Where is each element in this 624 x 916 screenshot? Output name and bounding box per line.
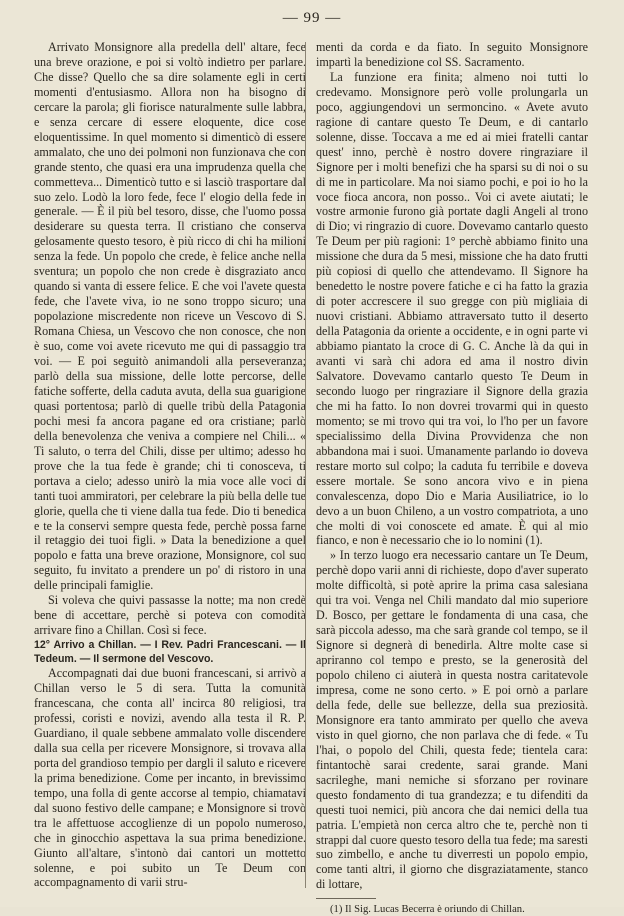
paragraph: Arrivato Monsignore alla predella dell' altare, fece una breve orazione, e poi si voltò indietro per parlare. Che disse? Quello che sa dire solamente egli in certi momenti d'entusiasmo. Allora non ha bisogno di cercare la parola; gli fiorisce naturalmente sulle labbra, e senza cercare di essere eloquente, dice cose eloquentissime. In quel momento si dimenticò di essere ammalato, che uno dei polmoni non funzionava che con grande stento, che quasi era una imprudenza quella che commetteva... Dimenticò tutto e si lasciò trasportare dal suo zelo. Lodò la loro fede, fece l' elogio della fede in generale. — È il più bel tesoro, disse, che l'uomo possa desiderare su questa terra. Il cristiano che conserva gelosamente questo tesoro, è più ricco di chi ha milioni senza la fede. Un popolo che crede, è felice anche nella sventura; un popolo che non crede è disgraziato anco quando si vanta di essere felice. E che voi l'avete questa fede, che l'avete viva, io ne sono troppo sicuro; una popolazione miscredente non riceve un Vescovo di S. Romana Chiesa, un Vescovo che non conosce, che non è suo, come voi avete ricevuto me qui di passaggio tra voi. — E poi seguitò animandoli alla perseveranza; parlò della sua missione, delle lotte percorse, delle fatiche sofferte, della caduta avuta, della sua guarigione quasi portentosa; parlò di quelle tribù della Patagonia pochi mesi fa ancora pagane ed ora cristiane; parlò della benevolenza che veniva a compiere nel Chili... « Ti saluto, o terra del Chili, disse per ultimo; adesso ho prove che la tua fede è grande; chi ti conosceva, ti portava a cielo; adesso unirò la mia voce alle voci di tanti tuoi ammiratori, per celebrare la più bella delle tue glorie, quella che ti viene dalla tua fede. Dio ti benedica e te la conservi sempre questa fede, perchè possa farne il retaggio dei tuoi figli. » Data la benedizione a quel popolo e fatta una breve orazione, Monsignore, col suo seguito, fu invitato a prendere un po' di ristoro in una delle principali famiglie. <box>34 40 306 593</box>
paragraph: Accompagnati dai due buoni francescani, si arrivò a Chillan verso le 5 di sera. Tutta la comunità francescana, che conta all' incirca 80 religiosi, tra professi, coristi e novizi, avendo alla testa il R. P. Guardiano, il quale sebbene ammalato volle discendere dalla sua cella per ricevere Monsignore, si trovava alla porta del grandioso tempio per dargli il saluto e ricevere la prima benedizione. Come per incanto, in brevissimo tempo, una folla di gente accorse al tempio, chiamatavi dal suono festivo delle campane; e Monsignore si trovò tra le affettuose accoglienze di un popolo numeroso, che in ginocchio aspettava la sua prima benedizione. Giunto all'altare, s'intonò dai cantori un mottetto solenne, e poi subito un Te Deum con accompagnamento di varii stru- <box>34 666 306 890</box>
footnote-divider <box>316 898 376 899</box>
paragraph: Si voleva che quivi passasse la notte; ma non credè bene di accettare, perchè si poteva con comodità arrivare fino a Chillan. Così si fece. <box>34 593 306 638</box>
left-column <box>34 40 306 890</box>
paragraph: » In terzo luogo era necessario cantare un Te Deum, perchè dopo varii anni di richieste, dopo d'aver superato molte difficoltà, si potè aprire la prima casa salesiana qui tra voi. Venga nel Chili mandato dal mio superiore D. Bosco, per gettare le fondamenta di una casa, che sarà piccola adesso, ma che sarà grande col tempo, se il Signore si degnerà di benedirla. Altre molte case si apriranno col tempo e presto, se la generosità del popolo chileno ci aiuterà in questa nostra caritatevole impresa, come ne sono certo. » E poi ornò a parlare della fede, delle sue bellezze, della sua preziosità. Monsignore era tanto ammirato per quello che aveva visto in quel giorno, che non parlava che di fede. « Tu l'hai, o popolo del Chili, questa fede; tientela cara: fintantochè sarai credente, sarai grande. Mani sacrileghe, mani nemiche si sforzano per rovinare questo fondamento di tua grandezza; e tu difenditi da questi tuoi nemici, più ancora che dai nemici della tua patria. L'empietà non cerca altro che te, perchè non ti strappi dal cuore questo tesoro della tua fede; ma saresti suo zimbello, e anche tu diverresti un popolo empio, come tanti altri, il giorno che disgraziatamente, stanco di lottare, <box>316 548 588 892</box>
paragraph: menti da corda e da fiato. In seguito Monsignore impartì la benedizione col SS. Sacramento. <box>316 40 588 69</box>
section-heading: 12° Arrivo a Chillan. — I Rev. Padri Francescani. — Il Tedeum. — Il sermone del Vescovo. <box>34 639 306 666</box>
page-number: — 99 — <box>282 10 342 26</box>
column-divider <box>305 42 306 888</box>
footnote: (1) Il Sig. Lucas Becerra è oriundo di Chillan. <box>330 904 525 916</box>
paragraph: La funzione era finita; almeno noi tutti lo credevamo. Monsignore però volle prolungarla un poco, aggiungendovi un sermoncino. « Avete avuto ragione di cantare questo Te Deum, e di cantarlo solenne, disse. Toccava a me ed ai miei fratelli cantar quest' inno, perchè è nostro dovere ringraziare il Signore per i molti benefizi che ha sparsi su di noi o su di me in particolare. Ma noi siamo pochi, e poi io ho la voce fioca ancora, non posso.. Voi ci avete aiutati; le vostre armonie furono già portate dagli Angeli al trono di Dio; vi ringrazio di cuore. Dovevamo cantarlo questo Te Deum per più ragioni: 1° perchè abbiamo finito una missione che dura da 5 mesi, missione che ha dato frutti più copiosi di quello che attendevamo. Il Signore ha benedetto le nostre povere fatiche e ci ha fatto la grazia di poter accrescere il suo gregge con più migliaia di nuovi cristiani. Abbiamo attraversato tutto il deserto della Patagonia da oriente a occidente, e in ogni parte vi abbiamo piantato la croce di G. C. Anche là da qui in avanti vi sarà chi adora ed ama il nostro divin Salvatore. Dovevamo cantarlo questo Te Deum in secondo luogo per ringraziare il Signore della grazia che mi ha fatto. Io non dovrei trovarmi qui in questo momento; se mi trovo qui tra voi, lo l'ho per un favore specialissimo della Divina Provvidenza che non abbandona mai i suoi. Umanamente parlando io doveva restare morto sul colpo; la caduta fu terribile e doveva essere mortale. Se sono ancora vivo e in piena convalescenza, dopo Dio e Maria Ausiliatrice, io lo devo a un buon Chileno, a un vostro compatriota, a uno che molti di voi conoscete ed amate. È qui al mio fianco, e non è necessario che io lo nomini (1). <box>316 69 588 548</box>
right-column <box>316 40 588 916</box>
